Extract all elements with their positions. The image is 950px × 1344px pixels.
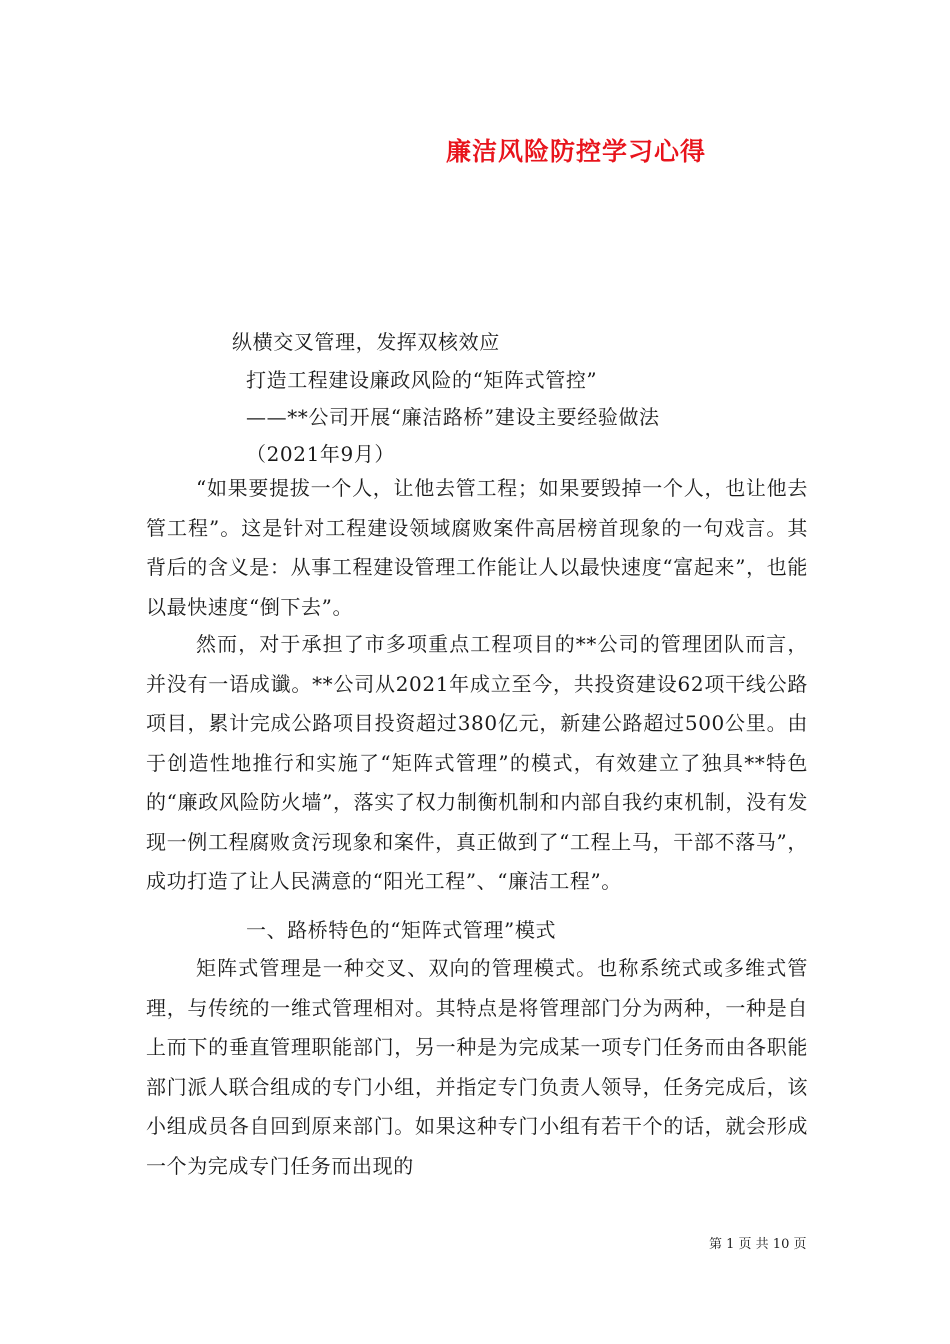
document-title: 廉洁风险防控学习心得	[446, 137, 707, 166]
subtitle-line-1: 纵横交叉管理，发挥双核效应	[232, 330, 500, 354]
paragraph-company: 然而，对于承担了市多项重点工程项目的**公司的管理团队而言，并没有一语成谶。**公司从2021年成立至今，共投资建设62项干线公路项目，累计完成公路项目投资超过380亿元，新建公路超过500公里。由于创造性地推行和实施了“矩阵式管理”的模式，有效建立了独具**特色的“廉政风险防火墙”，落实了权力制衡机制和内部自我约束机制，没有发现一例工程腐败贪污现象和案件，真正做到了“工程上马，干部不落马”，成功打造了让人民满意的“阳光工程”、“廉洁工程”。	[146, 632, 808, 893]
subtitle-line-3: ——**公司开展“廉洁路桥”建设主要经验做法	[246, 405, 660, 429]
paragraph-intro: “如果要提拔一个人，让他去管工程；如果要毁掉一个人，也让他去管工程”。这是针对工程建设领域腐败案件高居榜首现象的一句戏言。其背后的含义是：从事工程建设管理工作能让人以最快速度“富起来”，也能以最快速度“倒下去”。	[146, 476, 808, 619]
section-heading: 一、路桥特色的“矩阵式管理”模式	[246, 918, 557, 942]
subtitle-date: （2021年9月）	[246, 442, 396, 466]
paragraph-matrix: 矩阵式管理是一种交叉、双向的管理模式。也称系统式或多维式管理，与传统的一维式管理相对。其特点是将管理部门分为两种，一种是自上而下的垂直管理职能部门，另一种是为完成某一项专门任务而由各职能部门派人联合组成的专门小组，并指定专门负责人领导，任务完成后，该小组成员各自回到原来部门。如果这种专门小组有若干个的话，就会形成一个为完成专门任务而出现的	[146, 956, 808, 1178]
page-footer: 第 1 页 共 10 页	[709, 1237, 807, 1252]
subtitle-line-2: 打造工程建设廉政风险的“矩阵式管控”	[246, 368, 598, 392]
